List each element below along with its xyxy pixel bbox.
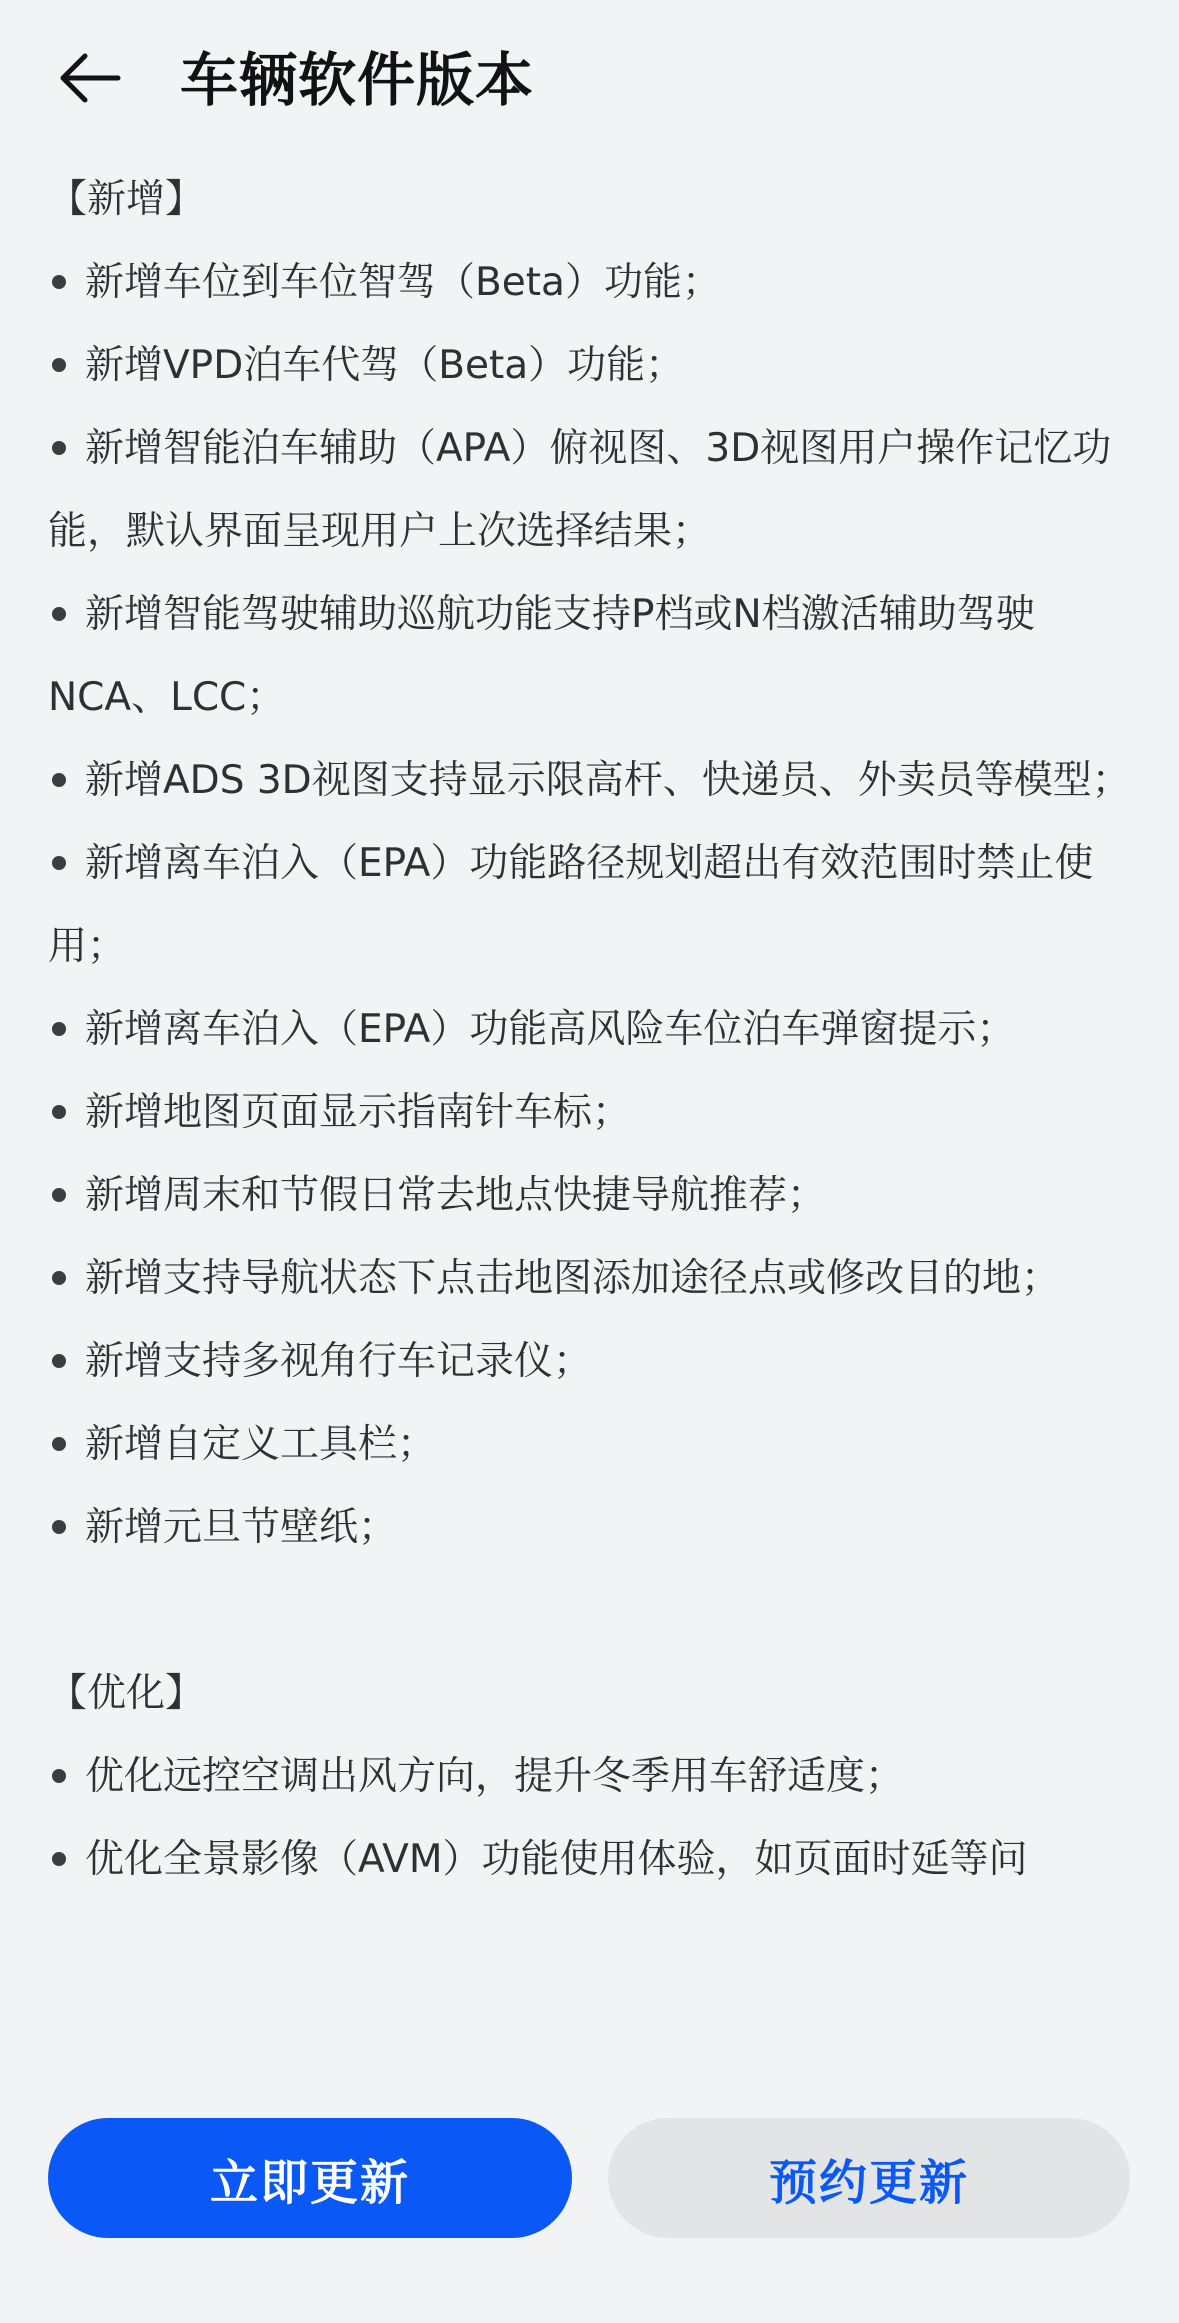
schedule-update-button[interactable]: 预约更新 — [608, 2118, 1130, 2238]
list-item-text: 新增离车泊入（EPA）功能高风险车位泊车弹窗提示； — [85, 1007, 1016, 1052]
list-item — [48, 1071, 1138, 1154]
bullet-dot-icon — [52, 441, 66, 455]
bullet-dot-icon — [52, 358, 66, 372]
bullet-dot-icon — [52, 1105, 66, 1119]
list-item-text: 新增智能泊车辅助（APA）俯视图、3D视图用户操作记忆功能，默认界面呈现用户上次选择结果； — [48, 426, 1112, 554]
list-item — [48, 324, 1138, 407]
list-item — [48, 241, 1138, 324]
section-optimized — [48, 1652, 1138, 1901]
bullet-dot-icon — [52, 1354, 66, 1368]
list-item-text: 新增支持多视角行车记录仪； — [85, 1339, 593, 1384]
list-item-text: 新增支持导航状态下点击地图添加途径点或修改目的地； — [85, 1256, 1061, 1301]
list-item-text: 新增地图页面显示指南针车标； — [85, 1090, 632, 1135]
bullet-dot-icon — [52, 607, 66, 621]
list-item-text: 新增ADS 3D视图支持显示限高杆、快递员、外卖员等模型； — [85, 758, 1131, 803]
list-item-text: 优化全景影像（AVM）功能使用体验，如页面时延等问 — [85, 1837, 1028, 1882]
bullet-list — [48, 1735, 1138, 1901]
list-item — [48, 1154, 1138, 1237]
list-item — [48, 1818, 1138, 1901]
bullet-dot-icon — [52, 275, 66, 289]
list-item — [48, 1735, 1138, 1818]
bullet-dot-icon — [52, 1520, 66, 1534]
list-item — [48, 407, 1138, 573]
release-notes[interactable] — [48, 158, 1138, 2048]
bullet-dot-icon — [52, 1437, 66, 1451]
list-item — [48, 739, 1138, 822]
arrow-left-icon — [58, 52, 122, 104]
list-item-text: 新增自定义工具栏； — [85, 1422, 437, 1467]
page-title: 车辆软件版本 — [180, 46, 535, 114]
list-item — [48, 1237, 1138, 1320]
bullet-dot-icon — [52, 1188, 66, 1202]
list-item-text: 新增元旦节壁纸； — [85, 1505, 398, 1550]
bullet-dot-icon — [52, 1022, 66, 1036]
back-button[interactable] — [50, 38, 130, 118]
bullet-list — [48, 241, 1138, 1569]
section-spacer — [48, 1569, 1138, 1652]
bullet-dot-icon — [52, 1852, 66, 1866]
update-now-button[interactable]: 立即更新 — [48, 2118, 572, 2238]
list-item-text: 优化远控空调出风方向，提升冬季用车舒适度； — [85, 1754, 905, 1799]
list-item — [48, 988, 1138, 1071]
list-item-text: 新增智能驾驶辅助巡航功能支持P档或N档激活辅助驾驶NCA、LCC； — [48, 592, 1035, 720]
bullet-dot-icon — [52, 1271, 66, 1285]
list-item — [48, 1486, 1138, 1569]
list-item — [48, 822, 1138, 988]
section-title: 【优化】 — [48, 1671, 205, 1716]
section-title: 【新增】 — [48, 177, 205, 222]
list-item-text: 新增离车泊入（EPA）功能路径规划超出有效范围时禁止使用； — [48, 841, 1094, 969]
list-item — [48, 573, 1138, 739]
list-item-text: 新增车位到车位智驾（Beta）功能； — [85, 260, 721, 305]
header — [0, 0, 1179, 150]
action-bar — [0, 2100, 1179, 2240]
list-item-text: 新增VPD泊车代驾（Beta）功能； — [85, 343, 685, 388]
list-item — [48, 1320, 1138, 1403]
bullet-dot-icon — [52, 856, 66, 870]
list-item-text: 新增周末和节假日常去地点快捷导航推荐； — [85, 1173, 827, 1218]
list-item — [48, 1403, 1138, 1486]
bullet-dot-icon — [52, 773, 66, 787]
section-added — [48, 158, 1138, 1569]
bullet-dot-icon — [52, 1769, 66, 1783]
